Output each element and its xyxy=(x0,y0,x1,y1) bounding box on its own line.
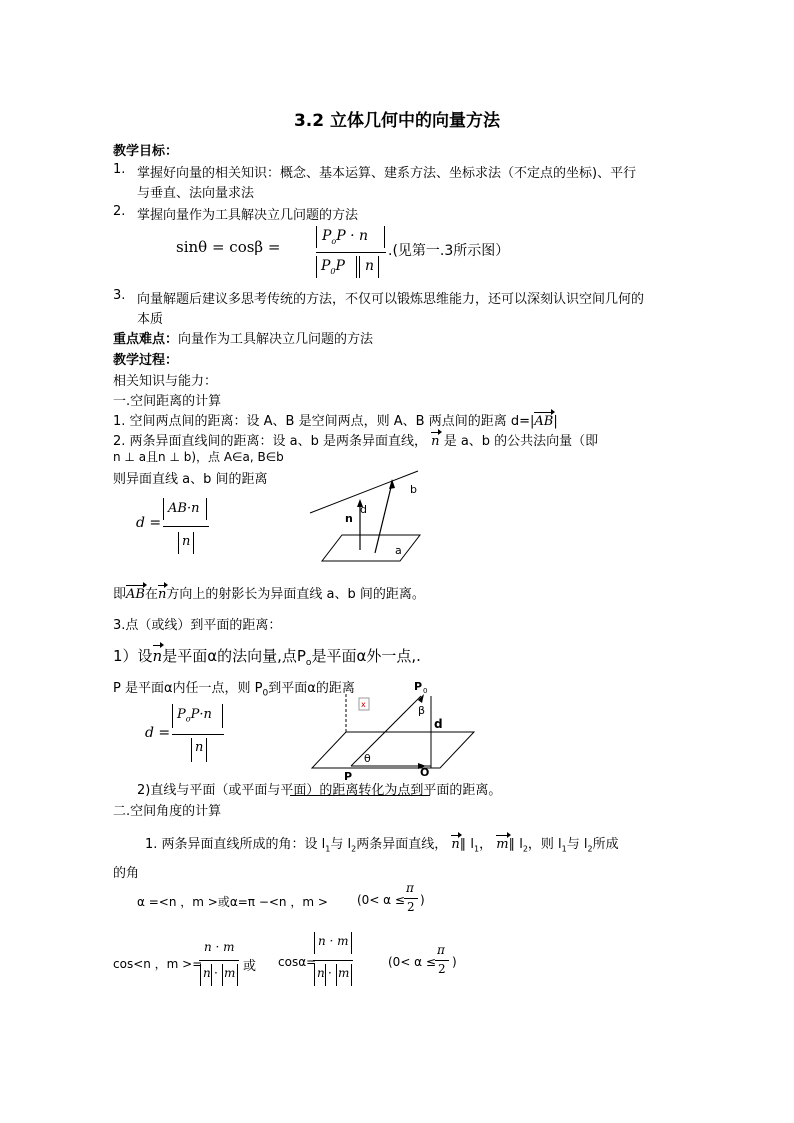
s1-item3-1 xyxy=(113,645,421,668)
underline xyxy=(290,795,430,796)
s2-cos-line: cos<n ，m >= xyxy=(113,957,203,971)
key-points-text: 向量作为工具解决立几问题的方法 xyxy=(178,332,374,347)
figure-point-plane xyxy=(298,676,478,786)
s1-item1-end: | xyxy=(553,414,558,429)
section1-heading: 一.空间距离的计算 xyxy=(113,394,222,409)
s2-cos-frac2: n · m n · m xyxy=(313,932,355,994)
formula-lhs: sinθ = cosβ = xyxy=(176,238,281,256)
formula-d2: $P_oP\cdot n$ n xyxy=(172,702,226,764)
s1-item2 xyxy=(113,430,598,449)
s2-sub1: 1 xyxy=(325,844,331,854)
item3-1b: 是平面α的法向量,点P xyxy=(162,647,306,665)
key-points xyxy=(113,328,373,347)
s2-vec-n: n xyxy=(451,837,460,852)
s2-vec-m: m xyxy=(496,837,509,852)
formula-d2-label: d = xyxy=(145,725,171,741)
figure-skew-lines xyxy=(300,465,440,575)
fig2-label-theta: θ xyxy=(364,752,371,765)
s2-range2: (0< α ≤ xyxy=(388,955,436,969)
s2-d: ∥ l xyxy=(459,837,474,852)
goal-2-line1: 掌握向量作为工具解决立几问题的方法 xyxy=(137,208,359,223)
fig2-label-p0-sub: 0 xyxy=(423,687,428,695)
s1-item2-a: 2. 两条异面直线间的距离：设 a、b 是两条异面直线， xyxy=(113,434,428,449)
fig1-label-a: a xyxy=(395,544,402,557)
s2-close: ) xyxy=(420,893,425,907)
goal-1-line2: 与垂直、法向量求法 xyxy=(137,186,255,201)
svg-text:x: x xyxy=(361,700,366,709)
fig2-label-p: P xyxy=(344,770,353,783)
s2-h: 与 l xyxy=(566,837,588,852)
key-points-label: 重点难点： xyxy=(113,332,179,347)
s2-i: 所成 xyxy=(592,837,619,852)
item3-1a: 1）设 xyxy=(113,647,153,665)
s2-sub1c: 1 xyxy=(561,844,567,854)
s2-e: ， xyxy=(479,837,493,852)
s2-item1 xyxy=(145,833,619,854)
formula-d-label: d = xyxy=(136,515,162,531)
process-heading: 教学过程： xyxy=(113,353,179,368)
s2-a: 1. 两条异面直线所成的角：设 l xyxy=(145,837,326,852)
s2-sub2b: 2 xyxy=(522,844,528,854)
fig2-label-p0: P xyxy=(414,680,423,693)
s2-sub2c: 2 xyxy=(587,844,593,854)
formula-d1: AB·n n xyxy=(163,496,211,558)
s2-b: 与 l xyxy=(330,837,352,852)
s2-alpha-line: α =<n ，m >或α=π −<n ，m > xyxy=(137,895,328,909)
s2-f: ∥ l xyxy=(508,837,523,852)
item3-2sub: 0 xyxy=(262,688,269,699)
s2-cos-frac1: n · m n · m xyxy=(199,938,241,996)
vector-ab: AB xyxy=(534,414,554,429)
s2-pi-frac2 xyxy=(435,943,449,979)
s2-sub2: 2 xyxy=(351,844,357,854)
s2-pi2: π xyxy=(437,943,445,957)
goal-3-line1: 向量解题后建议多思考传统的方法，不仅可以锻炼思维能力，还可以深刻认识空间几何的 xyxy=(137,292,645,307)
proj-a: 即 xyxy=(113,587,127,602)
item3-1n: n xyxy=(152,647,163,665)
section2-heading: 二.空间角度的计算 xyxy=(113,804,222,819)
goal-3-line2: 本质 xyxy=(137,312,164,327)
fig1-label-b: b xyxy=(410,483,417,496)
goal-num-1: 1. xyxy=(113,162,126,177)
s1-item2-line3: 则异面直线 a、b 间的距离 xyxy=(113,472,268,487)
fig1-label-n: n xyxy=(345,512,353,525)
page-title: 3.2 立体几何中的向量方法 xyxy=(293,111,501,131)
item3-2a: P 是平面α内任一点，则 P xyxy=(113,681,263,696)
goal-num-2: 2. xyxy=(113,204,126,219)
goals-heading: 教学目标： xyxy=(113,144,179,159)
s2-two2: 2 xyxy=(438,962,446,976)
fig2-label-o: O xyxy=(420,766,430,779)
s2-range: (0< α ≤ xyxy=(357,893,405,907)
fig2-label-d: d xyxy=(434,717,443,731)
s2-pi-frac xyxy=(404,881,418,917)
s2-g: ，则 l xyxy=(527,837,562,852)
item3-1c: 是平面α外一点,. xyxy=(311,647,421,665)
fig2-label-beta: β xyxy=(418,704,426,717)
s2-close2: ) xyxy=(452,955,457,969)
s1-item3: 3.点（或线）到平面的距离： xyxy=(113,618,282,633)
s2-sub1b: 1 xyxy=(474,844,480,854)
item3-1sub: o xyxy=(305,658,312,668)
proj-b: 方向上的射影长为异面直线 a、b 间的距离。 xyxy=(166,587,425,602)
formula-note: .(见第一.3所示图） xyxy=(388,243,510,259)
s1-projection xyxy=(113,583,425,602)
goal-1-line1: 掌握好向量的相关知识：概念、基本运算、建系方法、坐标求法（不定点的坐标)、平行 xyxy=(137,166,637,181)
formula-fraction: $P_oP \cdot n$ $P_0P$ n xyxy=(316,224,388,282)
s1-item3-3: 2)直线与平面（或平面与平面）的距离转化为点到平面的距离。 xyxy=(137,783,502,798)
s2-line2: 的角 xyxy=(113,866,140,881)
proj-n: n xyxy=(157,587,167,602)
process-sub: 相关知识与能力： xyxy=(113,374,218,389)
proj-mid: 在 xyxy=(144,587,158,602)
s1-item1 xyxy=(113,410,558,429)
goal-num-3: 3. xyxy=(113,288,126,303)
s2-cos-alpha: cosα= xyxy=(278,955,317,969)
s1-item2-b: 是 a、b 的公共法向量（即 xyxy=(443,434,599,449)
s1-item2-line2: n ⊥ a且n ⊥ b)，点 A∈a, B∈b xyxy=(113,450,284,464)
s1-item1-text: 1. 空间两点间的距离：设 A、B 是空间两点，则 A、B 两点间的距离 d=| xyxy=(113,414,535,429)
s2-or: 或 xyxy=(243,959,257,974)
s2-two: 2 xyxy=(407,900,415,914)
item3-2b: 到平面α的距离 xyxy=(268,681,355,696)
s2-pi: π xyxy=(406,881,414,895)
fig1-label-d: d xyxy=(360,503,367,516)
vector-n: n xyxy=(431,434,440,449)
proj-vec: AB xyxy=(126,587,145,602)
s2-c: 两条异面直线， xyxy=(356,837,448,852)
